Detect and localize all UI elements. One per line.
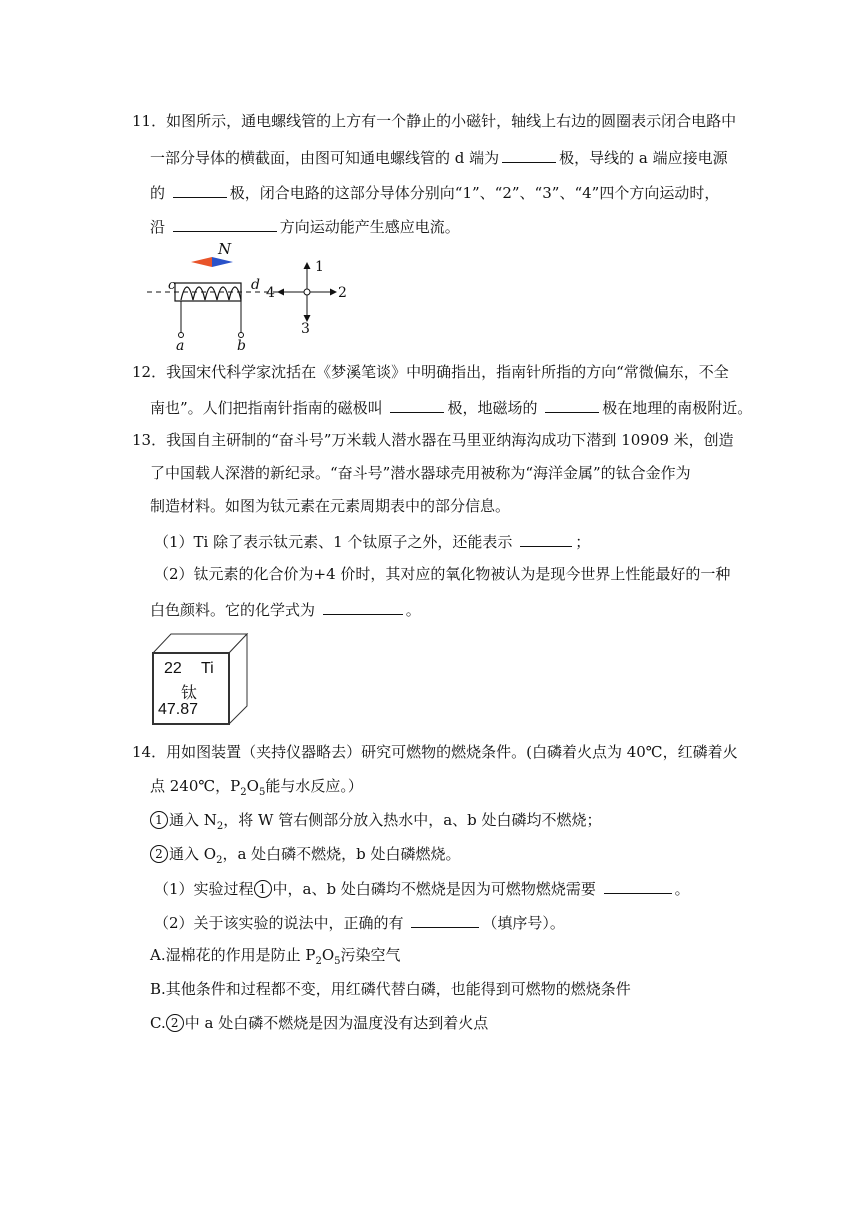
q14-blank-part-1[interactable] <box>604 877 672 894</box>
q11-line-4-text-b: 方向运动能产生感应电流。 <box>279 218 460 236</box>
element-tile <box>145 633 249 725</box>
terminal-b-label: b <box>237 338 246 350</box>
q14-option-a-text-1: A.湿棉花的作用是防止 P <box>150 946 316 964</box>
arrow-2-head <box>330 289 337 296</box>
q13-line-1: 13．我国自主研制的“奋斗号”万米载人潜水器在马里亚纳海沟成功下潜到 10909 米，创造 <box>132 431 734 449</box>
q14-option-a-sub-2: 2 <box>315 956 322 967</box>
q12-line-1: 12．我国宋代科学家沈括在《梦溪笔谈》中明确指出，指南针所指的方向“常微偏东，不全 <box>132 363 729 381</box>
q14-option-a-text-2: O <box>321 946 335 964</box>
q14-part-1-text-a: （1）实验过程 <box>154 880 254 898</box>
q14-step-2-marker: 2 <box>150 845 168 863</box>
q14-step-1-text-a: 通入 N <box>169 811 217 829</box>
q13-part-1-end: ； <box>575 533 591 551</box>
q11-line-1: 11．如图所示，通电螺线管的上方有一个静止的小磁针，轴线上右边的圆圈表示闭合电路中 <box>132 112 737 130</box>
direction-1-label: 1 <box>315 259 324 275</box>
q14-blank-part-2[interactable] <box>411 911 479 928</box>
element-symbol: Ti <box>201 660 214 677</box>
q14-step-1-sub: 2 <box>216 821 224 832</box>
atomic-number: 22 <box>164 660 182 677</box>
q11-blank-a-terminal[interactable] <box>173 181 227 198</box>
q14-step-1-marker: 1 <box>150 811 168 829</box>
q14-part-2-text-b: （填序号）。 <box>482 914 565 932</box>
q14-line-2-text-c: 能与水反应。） <box>265 777 363 795</box>
direction-4-label: 4 <box>266 285 275 301</box>
end-c-label: c <box>168 278 176 293</box>
q14-sub-5: 5 <box>258 787 266 798</box>
q14-option-a <box>150 945 401 965</box>
q11-line-2-text-b: 极，导线的 a 端应接电源 <box>559 149 728 167</box>
q12-line-2 <box>150 396 752 418</box>
q14-option-c-text-1: C. <box>150 1014 166 1032</box>
conductor-cross-section <box>304 289 310 295</box>
q11-line-2-text-a: 一部分导体的横截面，由图可知通电螺线管的 d 端为 <box>150 149 500 167</box>
q14-part-2 <box>154 911 565 933</box>
q12-line-2-text-c: 极在地理的南极附近。 <box>602 399 753 417</box>
end-d-label: d <box>251 277 260 293</box>
q13-part-2-end: 。 <box>405 601 421 619</box>
q12-blank-compass-pole[interactable] <box>390 396 444 413</box>
q14-line-2-text-a: 点 240℃，P <box>150 777 241 795</box>
q13-part-2-text: 白色颜料。它的化学式为 <box>150 601 316 619</box>
solenoid-coil <box>181 287 241 300</box>
q12-line-2-text-b: 极，地磁场的 <box>447 399 538 417</box>
q14-part-1-marker: 1 <box>254 880 272 898</box>
compass-needle-blue <box>212 257 233 267</box>
q14-step-1-text-b: ，将 W 管右侧部分放入热水中，a、b 处白磷均不燃烧； <box>223 811 602 829</box>
q11-blank-d-pole[interactable] <box>502 146 556 163</box>
terminal-b <box>239 333 244 338</box>
q13-line-2: 了中国载人深潜的新纪录。“奋斗号”潜水器球壳用被称为“海洋金属”的钛合金作为 <box>150 464 691 482</box>
q14-line-2 <box>150 776 363 796</box>
q13-blank-part-1[interactable] <box>520 530 572 547</box>
q14-part-1 <box>154 877 690 899</box>
q11-line-3-text-a: 的 <box>150 184 166 202</box>
q14-option-c <box>150 1013 488 1033</box>
q11-line-4 <box>150 215 460 237</box>
q14-option-b: B.其他条件和过程都不变，用红磷代替白磷，也能得到可燃物的燃烧条件 <box>150 980 631 998</box>
q11-line-3 <box>150 181 719 203</box>
q14-step-2-sub: 2 <box>216 855 223 866</box>
q12-blank-geomagnetic-pole[interactable] <box>545 396 599 413</box>
q14-line-1: 14．用如图装置（夹持仪器略去）研究可燃物的燃烧条件。(白磷着火点为 40℃，红磷着火 <box>132 743 738 761</box>
q11-blank-direction[interactable] <box>173 215 277 232</box>
arrow-4-head <box>277 289 284 296</box>
compass-needle-red <box>191 257 212 267</box>
q11-line-4-text-a: 沿 <box>150 218 166 236</box>
q14-step-2 <box>150 844 461 864</box>
q14-part-2-text-a: （2）关于该实验的说法中，正确的有 <box>154 914 404 932</box>
q14-step-2-text-b: ，a 处白磷不燃烧，b 处白磷燃烧。 <box>222 845 461 863</box>
q11-line-3-text-b: 极，闭合电路的这部分导体分别向“1”、“2”、“3”、“4”四个方向运动时， <box>229 184 720 202</box>
solenoid-diagram <box>145 238 360 350</box>
element-name: 钛 <box>181 683 198 702</box>
q13-part-1 <box>154 530 590 552</box>
q12-line-2-text-a: 南也”。人们把指南针指南的磁极叫 <box>150 399 383 417</box>
compass-n-label: N <box>218 240 232 258</box>
q13-blank-formula[interactable] <box>323 598 403 615</box>
atomic-mass: 47.87 <box>158 701 199 718</box>
q14-sub-2: 2 <box>240 787 247 798</box>
direction-3-label: 3 <box>301 321 310 337</box>
q14-step-2-text-a: 通入 O <box>169 845 217 863</box>
arrow-1-head <box>304 262 311 269</box>
q13-part-2-line-2 <box>150 598 421 620</box>
q11-line-2 <box>150 146 728 168</box>
q14-step-1 <box>150 810 602 830</box>
q13-part-2-line-1: （2）钛元素的化合价为+4 价时，其对应的氧化物被认为是现今世界上性能最好的一种 <box>154 565 731 583</box>
q13-line-3: 制造材料。如图为钛元素在元素周期表中的部分信息。 <box>150 497 511 515</box>
terminal-a-label: a <box>176 338 185 350</box>
q14-option-c-text-2: 中 a 处白磷不燃烧是因为温度没有达到着火点 <box>184 1014 489 1032</box>
q14-line-2-text-b: O <box>246 777 259 795</box>
q14-part-1-text-b: 中，a、b 处白磷均不燃烧是因为可燃物燃烧需要 <box>272 880 596 898</box>
q14-part-1-end: 。 <box>674 880 690 898</box>
q14-option-a-text-3: 污染空气 <box>340 946 401 964</box>
q13-part-1-text: （1）Ti 除了表示钛元素、1 个钛原子之外，还能表示 <box>154 533 513 551</box>
q14-option-c-marker: 2 <box>166 1014 184 1032</box>
q14-option-a-sub-5: 5 <box>334 956 341 967</box>
terminal-a <box>179 333 184 338</box>
direction-2-label: 2 <box>338 285 347 301</box>
